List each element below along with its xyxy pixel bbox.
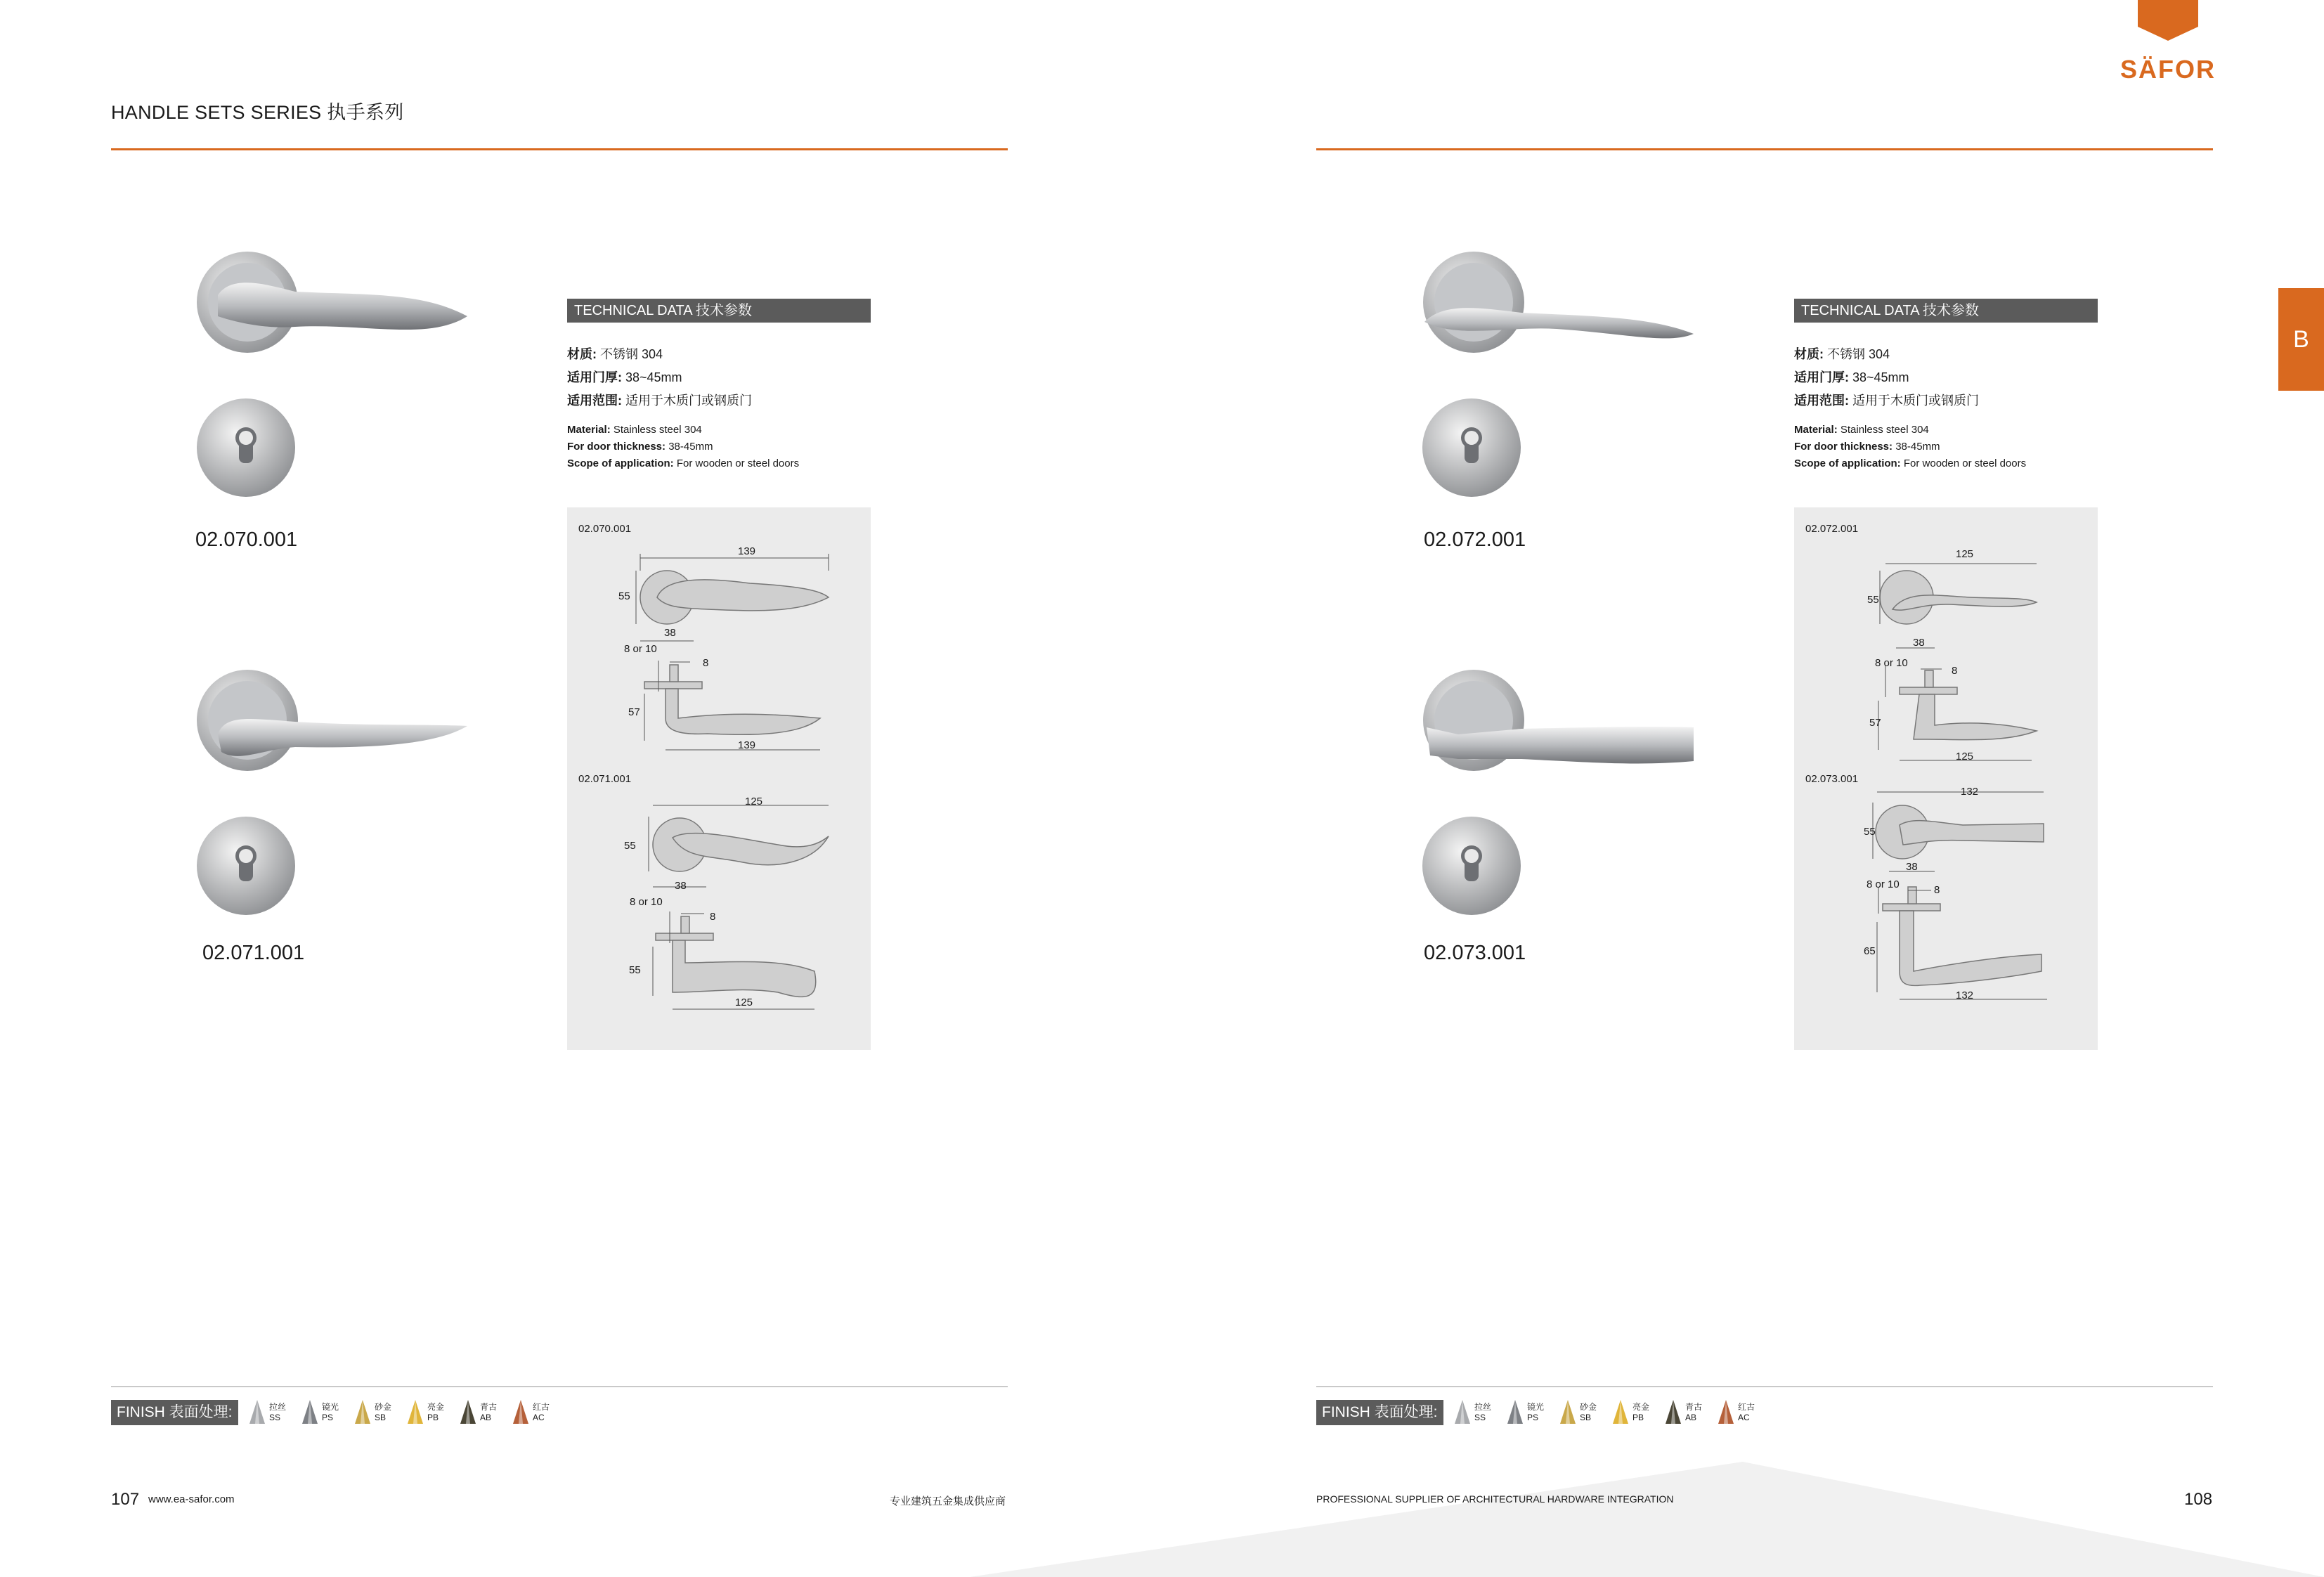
finish-swatch-sb [355, 1398, 391, 1427]
tech-row: Scope of application: For wooden or steel doors [1794, 457, 2027, 469]
diagram-code: 02.072.001 [1805, 523, 1859, 535]
finish-swatch-label: 镜光 PS [1527, 1402, 1545, 1422]
finish-rule-right [1316, 1386, 2213, 1387]
finish-cone-icon [1507, 1400, 1523, 1425]
dimension-length: 132 [1961, 786, 1979, 798]
finish-swatch-label: 拉丝 SS [269, 1402, 287, 1422]
escutcheon-image [195, 397, 297, 499]
header-rule-left [111, 148, 1008, 150]
tech-row: Scope of application: For wooden or steel doors [567, 457, 800, 469]
dimension-length: 139 [738, 545, 756, 557]
dimension-side-height: 57 [1869, 717, 1881, 729]
page-title: HANDLE SETS SERIES 执手系列 [111, 102, 404, 123]
finish-rule-left [111, 1386, 1008, 1387]
page-number: 107 [111, 1490, 140, 1509]
brand-logo-text: SÄFOR [2120, 55, 2216, 84]
finish-swatch-label: 红古 AC [1738, 1402, 1755, 1422]
dimension-side-length: 125 [735, 997, 753, 1008]
tech-row: 材质: 不锈钢 304 [567, 347, 663, 361]
dimension-square: 8 [710, 911, 716, 923]
product-code: 02.071.001 [202, 942, 305, 964]
finish-swatch-ss [249, 1398, 286, 1427]
escutcheon-image [1421, 397, 1523, 499]
dimension-height: 55 [618, 590, 630, 602]
finish-cone-icon [1666, 1400, 1681, 1425]
dimension-length: 125 [745, 796, 763, 807]
finish-cone-icon [302, 1400, 318, 1425]
dimension-spindle: 8 or 10 [624, 643, 657, 655]
finish-swatch-ab [1666, 1398, 1702, 1427]
header-rule-right [1316, 148, 2213, 150]
tech-row: For door thickness: 38-45mm [1794, 441, 1940, 453]
dimension-side-height: 65 [1864, 945, 1876, 957]
technical-data-cn [1794, 343, 2103, 413]
dimension-height: 55 [1864, 826, 1876, 838]
finish-swatch-ps [302, 1398, 339, 1427]
escutcheon-image [1421, 815, 1523, 917]
finish-swatch-ac [1718, 1398, 1755, 1427]
tech-row: Material: Stainless steel 304 [1794, 424, 1929, 436]
escutcheon-image [195, 815, 297, 917]
technical-data-en [567, 422, 876, 472]
handle-image [190, 246, 478, 358]
product-code: 02.072.001 [1424, 528, 1526, 551]
dimension-rose: 38 [675, 880, 687, 892]
tech-row: Material: Stainless steel 304 [567, 424, 702, 436]
finish-cone-icon [1560, 1400, 1576, 1425]
finish-cone-icon [355, 1400, 370, 1425]
technical-data-cn [567, 343, 876, 413]
finish-swatch-label: 青古 AB [480, 1402, 498, 1422]
finish-label: FINISH 表面处理: [111, 1400, 238, 1425]
finish-swatch-label: 青古 AB [1685, 1402, 1703, 1422]
dimension-spindle: 8 or 10 [1875, 657, 1908, 669]
finish-cone-icon [1718, 1400, 1734, 1425]
finish-cone-icon [513, 1400, 528, 1425]
dimension-side-length: 125 [1956, 751, 1974, 762]
dimension-square: 8 [1952, 665, 1958, 677]
dimension-side-length: 132 [1956, 989, 1974, 1001]
finish-swatch-label: 亮金 PB [427, 1402, 445, 1422]
page-number: 108 [2184, 1490, 2213, 1509]
finish-cone-icon [408, 1400, 423, 1425]
section-tab[interactable]: B [2278, 288, 2324, 391]
finish-cone-icon [1613, 1400, 1628, 1425]
dimension-height: 55 [1867, 594, 1879, 606]
finish-swatch-label: 砂金 SB [1580, 1402, 1597, 1422]
tech-row: For door thickness: 38-45mm [567, 441, 713, 453]
dimension-square: 8 [703, 657, 709, 669]
footer-tagline-cn: 专业建筑五金集成供应商 [890, 1495, 1006, 1507]
tech-row: 适用范围: 适用于木质门或钢质门 [1794, 394, 1979, 408]
dimension-spindle: 8 or 10 [630, 896, 663, 908]
diagram-code: 02.073.001 [1805, 773, 1859, 785]
finish-swatches [249, 1398, 643, 1427]
finish-swatch-ab [460, 1398, 497, 1427]
technical-data-en [1794, 422, 2103, 472]
finish-cone-icon [460, 1400, 476, 1425]
finish-swatches [1455, 1398, 1848, 1427]
tech-row: 适用范围: 适用于木质门或钢质门 [567, 394, 752, 408]
technical-data-heading: TECHNICAL DATA 技术参数 [1794, 299, 2098, 323]
tech-row: 材质: 不锈钢 304 [1794, 347, 1890, 361]
finish-swatch-label: 红古 AC [533, 1402, 550, 1422]
product-code: 02.073.001 [1424, 942, 1526, 964]
finish-swatch-pb [1613, 1398, 1649, 1427]
dimension-side-height: 55 [629, 964, 641, 976]
dimension-spindle: 8 or 10 [1867, 878, 1900, 890]
tech-row: 适用门厚: 38~45mm [567, 370, 682, 384]
dimension-height: 55 [624, 840, 636, 852]
dimension-side-length: 139 [738, 739, 756, 751]
product-code: 02.070.001 [195, 528, 298, 551]
technical-data-heading: TECHNICAL DATA 技术参数 [567, 299, 871, 323]
handle-image [190, 664, 478, 777]
dimension-square: 8 [1934, 884, 1940, 896]
dimension-side-height: 57 [628, 706, 640, 718]
finish-swatch-sb [1560, 1398, 1597, 1427]
finish-label: FINISH 表面处理: [1316, 1400, 1443, 1425]
finish-swatch-label: 镜光 PS [322, 1402, 339, 1422]
finish-swatch-label: 砂金 SB [375, 1402, 392, 1422]
finish-cone-icon [249, 1400, 265, 1425]
website-link[interactable]: www.ea-safor.com [148, 1493, 235, 1505]
finish-swatch-label: 拉丝 SS [1474, 1402, 1492, 1422]
finish-swatch-pb [408, 1398, 444, 1427]
finish-swatch-ac [513, 1398, 550, 1427]
diagram-code: 02.071.001 [578, 773, 632, 785]
diagram-code: 02.070.001 [578, 523, 632, 535]
tech-row: 适用门厚: 38~45mm [1794, 370, 1909, 384]
footer-tagline-en: PROFESSIONAL SUPPLIER OF ARCHITECTURAL HARDWARE INTEGRATION [1316, 1493, 1674, 1505]
handle-image [1416, 664, 1704, 777]
dimension-rose: 38 [1906, 861, 1918, 873]
finish-swatch-ss [1455, 1398, 1491, 1427]
finish-swatch-label: 亮金 PB [1632, 1402, 1650, 1422]
handle-image [1416, 246, 1704, 358]
dimension-rose: 38 [664, 627, 676, 639]
finish-cone-icon [1455, 1400, 1470, 1425]
dimension-length: 125 [1956, 548, 1974, 560]
dimension-rose: 38 [1913, 637, 1925, 649]
finish-swatch-ps [1507, 1398, 1544, 1427]
